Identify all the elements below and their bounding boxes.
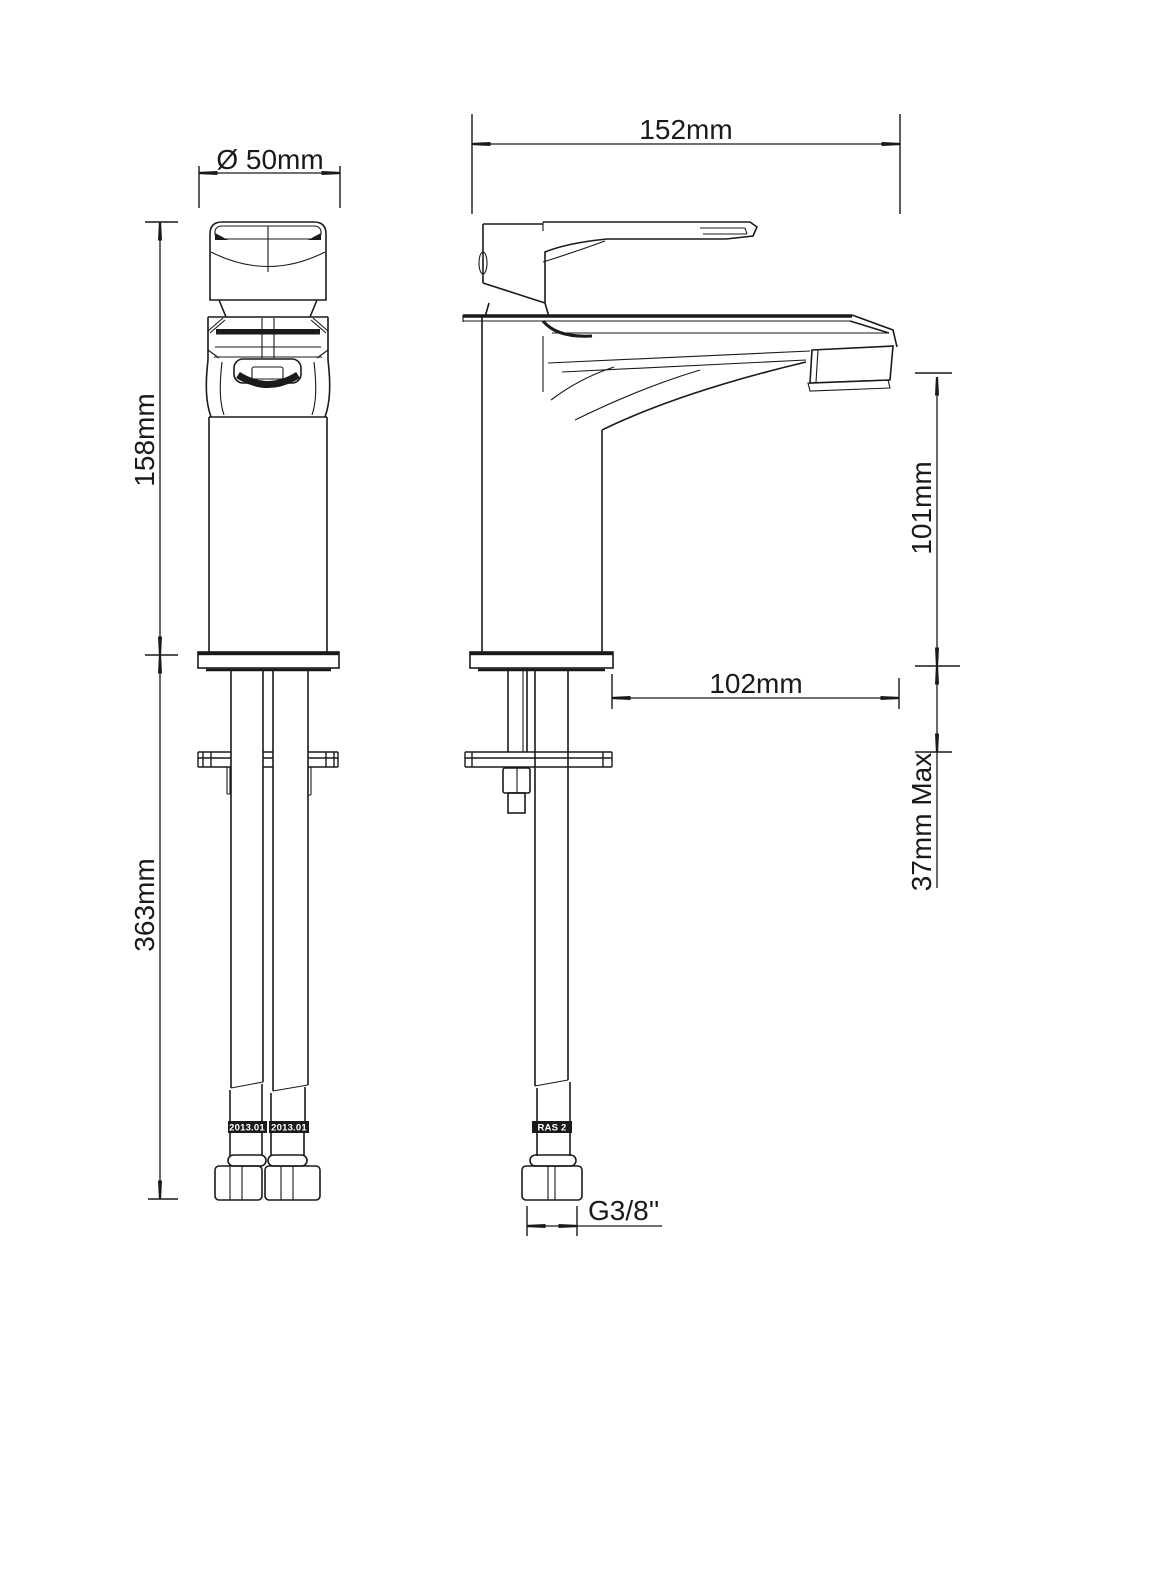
side-view [463, 222, 897, 1200]
dimension-thread-size [527, 1195, 662, 1236]
dim-label-spout-reach: 102mm [709, 668, 803, 699]
front-hoses-lower [230, 1084, 305, 1121]
side-hose-break [535, 1080, 568, 1086]
dimension-body-height [129, 222, 178, 655]
dim-label-height: 158mm [129, 393, 160, 487]
front-view [198, 222, 339, 1200]
front-nut-left [215, 1166, 262, 1200]
side-spout-underside [548, 351, 810, 372]
side-nut [522, 1166, 582, 1200]
dim-label-length: 152mm [639, 114, 733, 145]
dimension-hose-length [129, 655, 178, 1199]
front-bulge-outer [206, 360, 329, 417]
side-aerator [810, 346, 893, 383]
dim-label-deck-thickness: 37mm Max [906, 752, 937, 892]
side-spout-arc-outer [602, 362, 806, 430]
side-washer [465, 752, 612, 767]
front-collar-right [268, 1155, 307, 1166]
side-stud [508, 668, 527, 752]
front-aerator-inner [252, 367, 283, 379]
side-hose-lower [537, 1082, 570, 1121]
front-collar-left [228, 1155, 266, 1166]
front-column [209, 417, 327, 652]
side-spout-arc-inner [543, 336, 700, 420]
side-collar [530, 1155, 576, 1166]
side-hose-tail [537, 1133, 570, 1156]
front-neck [219, 300, 317, 317]
front-aerator-mouth [238, 375, 298, 385]
dimension-handle-diameter [199, 144, 340, 208]
front-hose-tails [230, 1133, 304, 1156]
side-spout-tip-chamfer [850, 315, 897, 347]
front-hoses-upper [231, 670, 308, 1091]
side-lever-details [543, 222, 747, 262]
front-hose-label-right: 2013.01 [271, 1122, 307, 1134]
front-washer-verticals [198, 752, 338, 767]
front-hose-label-left: 2013.01 [229, 1122, 265, 1134]
side-aerator-lip [808, 350, 890, 391]
dim-label-spout-height: 101mm [906, 461, 937, 555]
side-base-plate-top [470, 652, 613, 655]
side-housing [483, 224, 545, 303]
side-stud-tip [508, 793, 525, 813]
side-column [482, 317, 602, 652]
side-nut-facets [548, 1166, 555, 1200]
front-cartridge-outline [208, 317, 328, 360]
dim-label-thread: G3/8'' [588, 1195, 660, 1226]
front-washer-legs [227, 767, 311, 795]
front-base-plate-top [198, 652, 339, 655]
dimension-spout-height [906, 373, 960, 666]
front-cartridge-center-ridge [262, 318, 274, 358]
front-handle-band-wedge-right [308, 233, 321, 240]
dimension-deck-thickness [906, 666, 952, 891]
dimension-spout-reach [612, 668, 899, 709]
dimension-overall-length [472, 114, 900, 214]
side-neck-fillet [543, 321, 592, 336]
dim-label-hose-length: 363mm [129, 858, 160, 952]
front-cartridge-dark-band [216, 329, 320, 335]
side-hose-upper [535, 670, 568, 1086]
side-hose-label: RAS 2 [537, 1122, 567, 1134]
dim-label-diameter: Ø 50mm [216, 144, 324, 175]
front-cartridge-lines [214, 347, 322, 357]
front-hoses-break [231, 1082, 308, 1091]
front-washer-lines [198, 752, 338, 767]
